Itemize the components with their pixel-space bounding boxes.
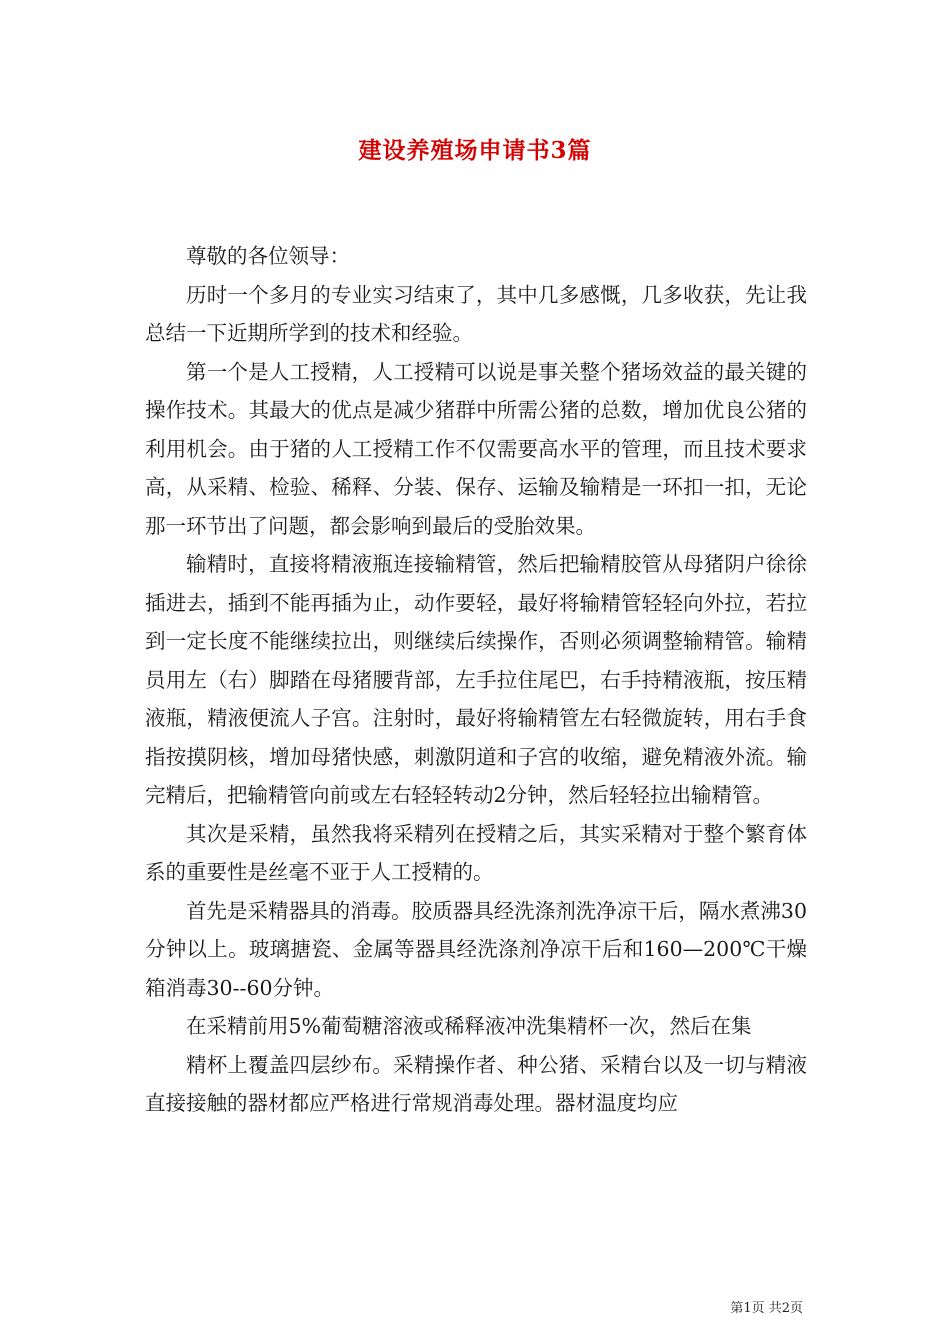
document-title: 建设养殖场申请书3篇	[358, 137, 592, 164]
paragraph-disinfection: 首先是采精器具的消毒。胶质器具经洗涤剂洗净凉干后，隔水煮沸30分钟以上。玻璃搪瓷、金属等器具经洗涤剂净凉干后和160—200℃干燥箱消毒30--60分钟。	[145, 898, 807, 1000]
paragraph-insemination-procedure: 输精时，直接将精液瓶连接输精管，然后把输精胶管从母猪阴户徐徐插进去，插到不能再插为止，动作要轻，最好将输精管轻轻向外拉，若拉到一定长度不能继续拉出，则继续后续操作，否则必须调整输精管。输精员用左（右）脚踏在母猪腰背部，左手拉住尾巴，右手持精液瓶，按压精液瓶，精液便流人子宫。注射时，最好将输精管左右轻微旋转，用右手食指按摸阴核，增加母猪快感，刺激阴道和子宫的收缩，避免精液外流。输完精后，把输精管向前或左右轻轻转动2分钟，然后轻轻拉出输精管。	[145, 552, 807, 807]
paragraph-salutation: 尊敬的各位领导：	[186, 244, 350, 268]
paragraph-pre-collection-rinse: 在采精前用5%葡萄糖溶液或稀释液冲洗集精杯一次，然后在集	[186, 1014, 752, 1038]
paragraph-artificial-insemination: 第一个是人工授精，人工授精可以说是事关整个猪场效益的最关键的操作技术。其最大的优点是减少猪群中所需公猪的总数，增加优良公猪的利用机会。由于猪的人工授精工作不仅需要高水平的管理，而且技术要求高，从采精、检验、稀释、分装、保存、运输及输精是一环扣一扣，无论那一环节出了问题，都会影响到最后的受胎效果。	[145, 359, 807, 538]
paragraph-intro: 历时一个多月的专业实习结束了，其中几多感慨，几多收获，先让我总结一下近期所学到的技术和经验。	[145, 282, 807, 345]
page-number: 第1页 共2页	[730, 1301, 803, 1316]
paragraph-gauze-cover: 精杯上覆盖四层纱布。采精操作者、种公猪、采精台以及一切与精液直接接触的器材都应严格进行常规消毒处理。器材温度均应	[145, 1052, 807, 1115]
paragraph-semen-collection: 其次是采精，虽然我将采精列在授精之后，其实采精对于整个繁育体系的重要性是丝毫不亚于人工授精的。	[145, 821, 807, 884]
document-body	[145, 237, 807, 1123]
